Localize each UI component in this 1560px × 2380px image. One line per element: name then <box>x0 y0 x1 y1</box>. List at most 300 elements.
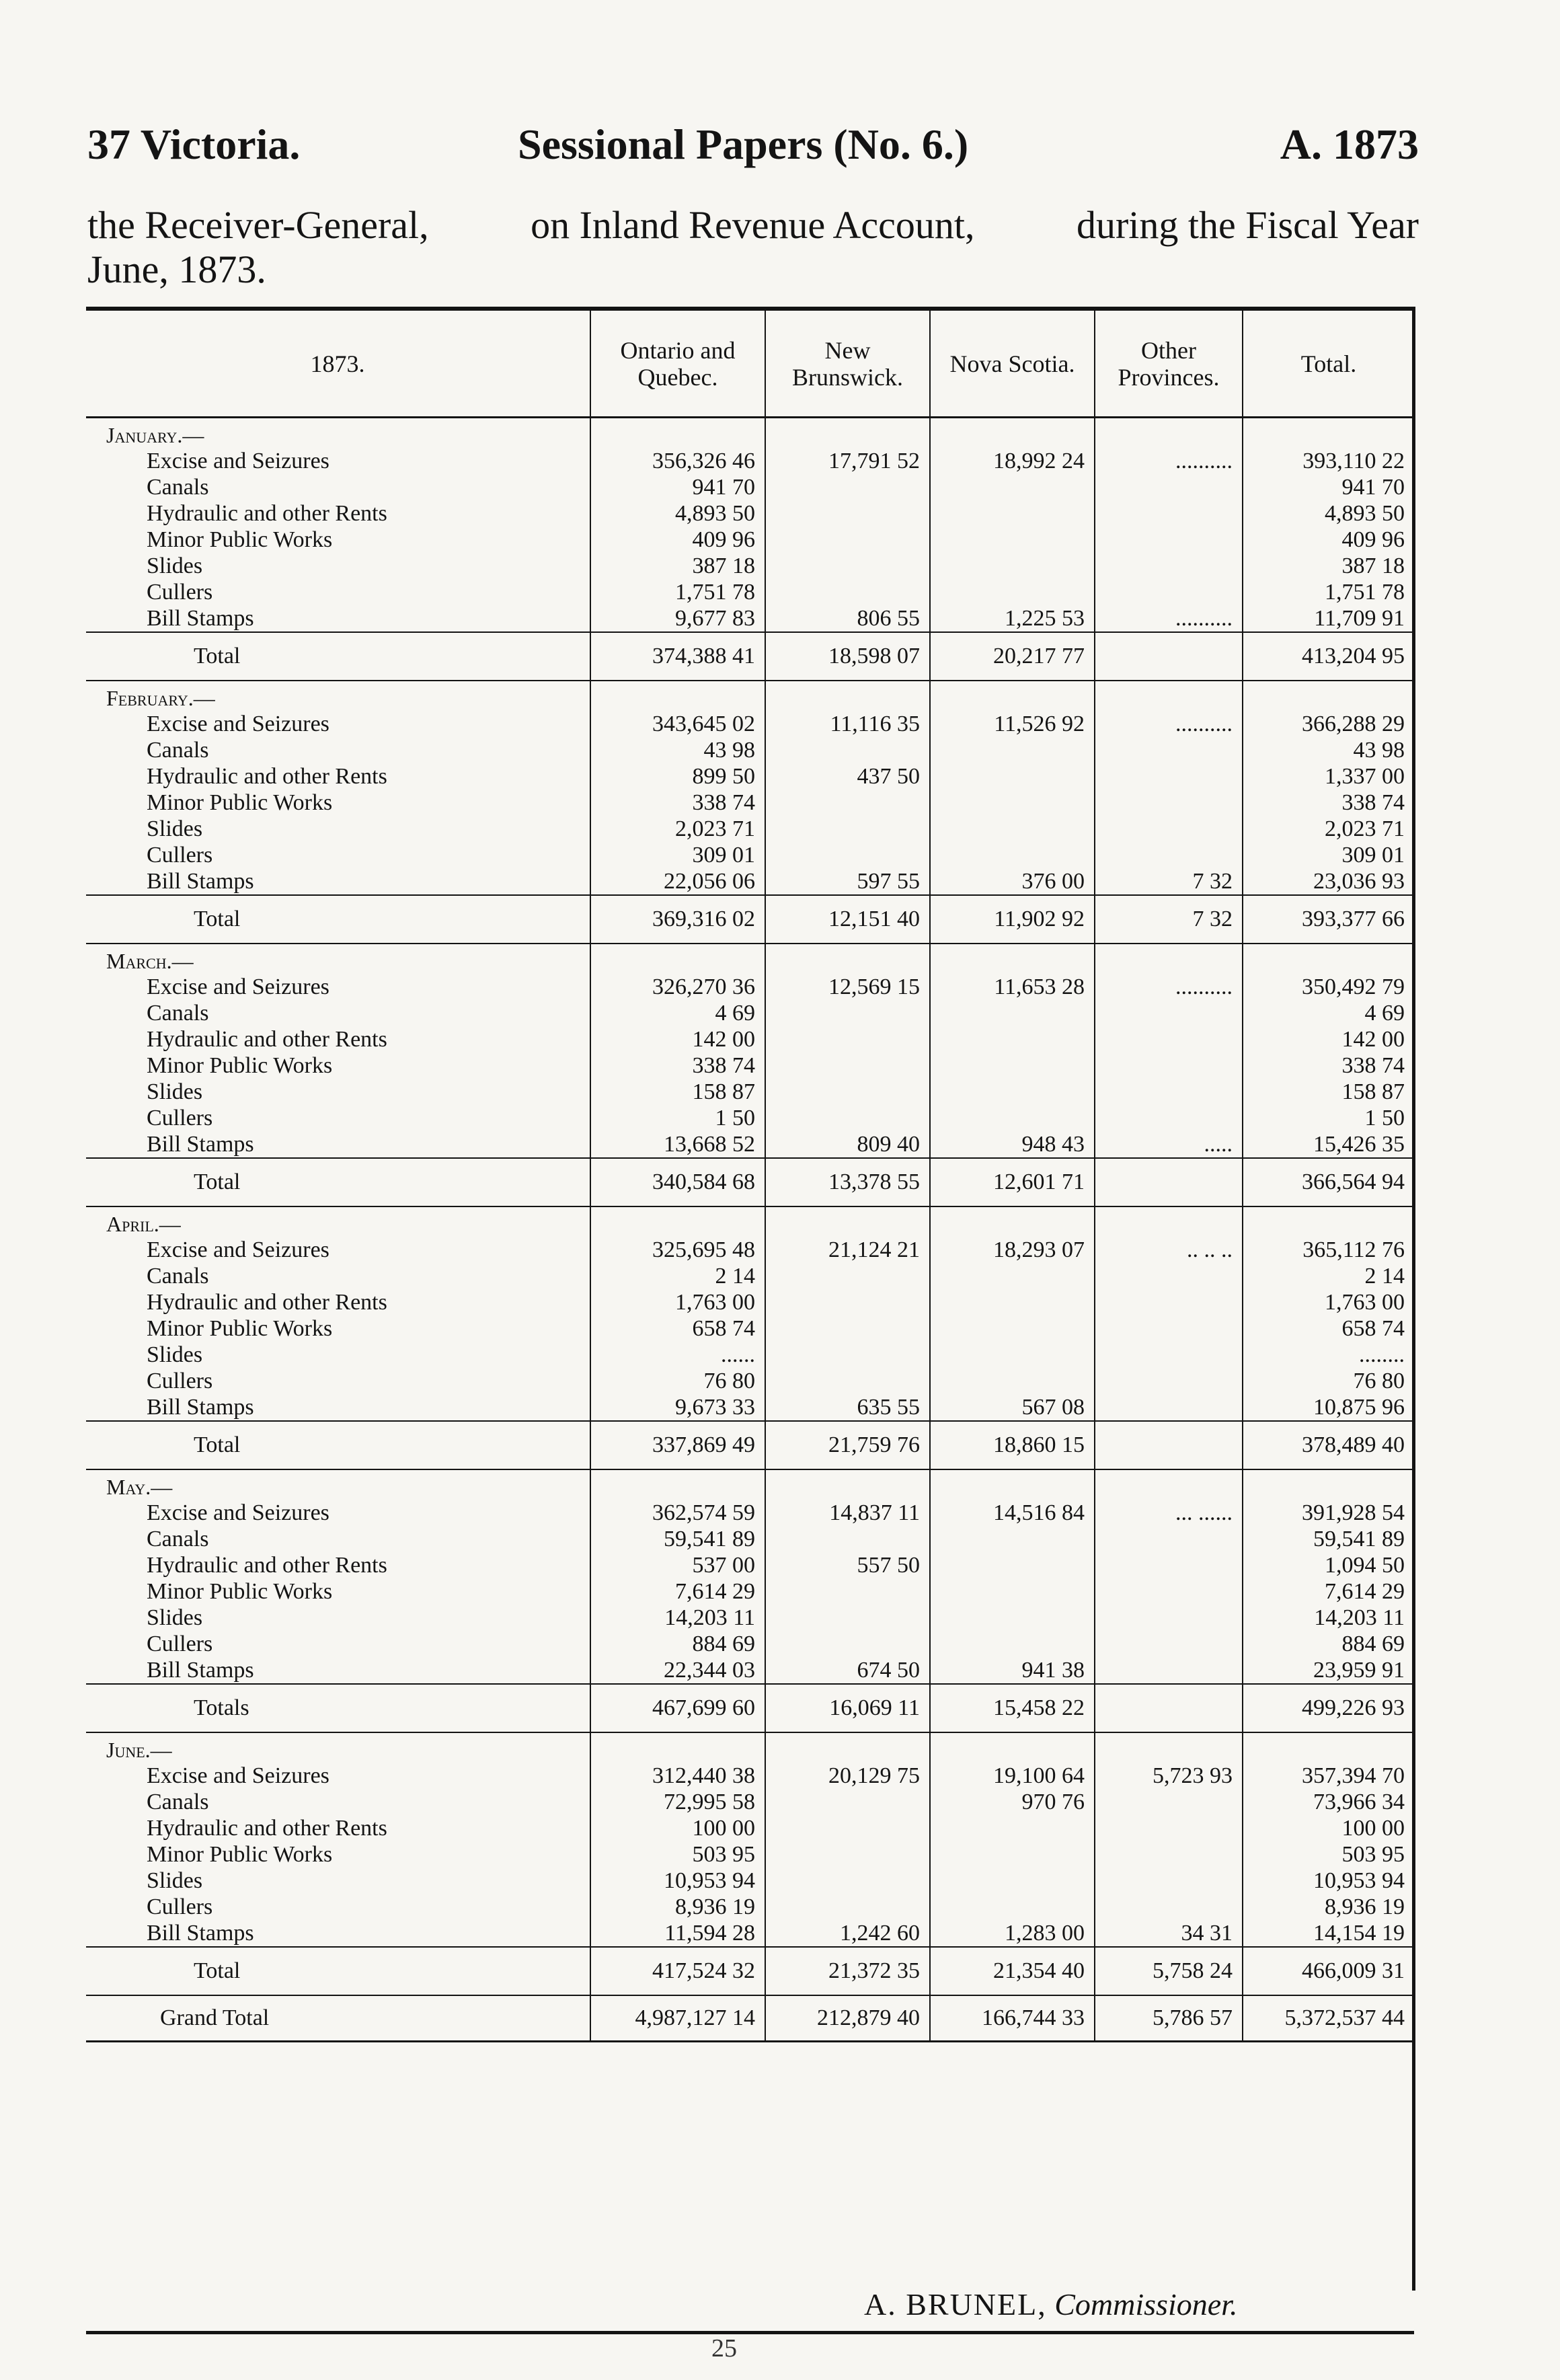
new-brunswick-value: 674 50 <box>765 1657 930 1684</box>
table-row <box>86 737 1414 763</box>
other-provinces-value <box>1095 1052 1243 1079</box>
other-provinces-value <box>1095 1158 1243 1206</box>
nova-scotia-value: 970 76 <box>930 1789 1095 1815</box>
table-row <box>86 500 1414 527</box>
ontario-quebec-value: 338 74 <box>590 1052 765 1079</box>
nova-scotia-value: 567 08 <box>930 1394 1095 1421</box>
total-value: 100 00 <box>1243 1815 1414 1841</box>
total-value: 503 95 <box>1243 1841 1414 1868</box>
new-brunswick-value: 212,879 40 <box>765 1995 930 2042</box>
total-value: 658 74 <box>1243 1315 1414 1342</box>
new-brunswick-value <box>765 474 930 500</box>
new-brunswick-value: 11,116 35 <box>765 711 930 737</box>
month-total-row <box>86 1421 1414 1469</box>
total-value: 73,966 34 <box>1243 1789 1414 1815</box>
other-provinces-value <box>1095 1657 1243 1684</box>
table-row <box>86 1500 1414 1526</box>
total-value: 43 98 <box>1243 737 1414 763</box>
row-label: Cullers <box>147 1894 213 1919</box>
nova-scotia-value: 376 00 <box>930 868 1095 895</box>
ontario-quebec-value: 2 14 <box>590 1263 765 1289</box>
table-row <box>86 1131 1414 1158</box>
empty-cell <box>765 1732 930 1763</box>
nova-scotia-value <box>930 500 1095 527</box>
other-provinces-value <box>1095 1263 1243 1289</box>
table-row <box>86 1526 1414 1552</box>
other-provinces-value <box>1095 632 1243 681</box>
empty-cell <box>1095 1469 1243 1500</box>
new-brunswick-value <box>765 1841 930 1868</box>
other-provinces-value: 7 32 <box>1095 895 1243 944</box>
table-row <box>86 1079 1414 1105</box>
nova-scotia-value <box>930 1815 1095 1841</box>
total-value: 2,023 71 <box>1243 816 1414 842</box>
ontario-quebec-value: 467,699 60 <box>590 1684 765 1732</box>
ontario-quebec-value: 9,677 83 <box>590 605 765 632</box>
empty-cell <box>1243 1732 1414 1763</box>
table-row <box>86 1841 1414 1868</box>
ontario-quebec-value: 9,673 33 <box>590 1394 765 1421</box>
other-provinces-value <box>1095 1394 1243 1421</box>
total-value: 76 80 <box>1243 1368 1414 1394</box>
month-total-row <box>86 895 1414 944</box>
total-value: 357,394 70 <box>1243 1763 1414 1789</box>
header-volume: 37 Victoria. <box>87 120 301 168</box>
caption-line-2: June, 1873. <box>87 247 266 291</box>
row-label: Totals <box>86 1684 590 1732</box>
other-provinces-value <box>1095 842 1243 868</box>
total-value: 941 70 <box>1243 474 1414 500</box>
other-provinces-value: .......... <box>1095 448 1243 474</box>
row-label: Minor Public Works <box>147 1578 333 1604</box>
ontario-quebec-value: 72,995 58 <box>590 1789 765 1815</box>
nova-scotia-value <box>930 1315 1095 1342</box>
table-row <box>86 553 1414 579</box>
row-label: Total <box>86 632 590 681</box>
signature-role: Commissioner. <box>1054 2287 1238 2321</box>
total-value: 338 74 <box>1243 790 1414 816</box>
table-row <box>86 1394 1414 1421</box>
nova-scotia-value: 21,354 40 <box>930 1947 1095 1995</box>
new-brunswick-value <box>765 579 930 605</box>
nova-scotia-value: 18,293 07 <box>930 1237 1095 1263</box>
ontario-quebec-value: 899 50 <box>590 763 765 790</box>
other-provinces-value: .......... <box>1095 711 1243 737</box>
nova-scotia-value <box>930 816 1095 842</box>
ontario-quebec-value: 76 80 <box>590 1368 765 1394</box>
month-name: May.— <box>106 1475 173 1499</box>
total-value: 1 50 <box>1243 1105 1414 1131</box>
month-total-row <box>86 1684 1414 1732</box>
ontario-quebec-value: 4 69 <box>590 1000 765 1026</box>
month-name: March.— <box>106 949 194 973</box>
table-row <box>86 1578 1414 1605</box>
table-row <box>86 1631 1414 1657</box>
other-provinces-value <box>1095 1605 1243 1631</box>
header-sessional-papers: Sessional Papers (No. 6.) <box>518 120 969 168</box>
row-label: Excise and Seizures <box>147 1500 329 1525</box>
other-provinces-value: 5,723 93 <box>1095 1763 1243 1789</box>
row-label: Hydraulic and other Rents <box>147 1552 387 1578</box>
nova-scotia-value: 12,601 71 <box>930 1158 1095 1206</box>
new-brunswick-value <box>765 1342 930 1368</box>
nova-scotia-value <box>930 1552 1095 1578</box>
total-value: 59,541 89 <box>1243 1526 1414 1552</box>
ontario-quebec-value: 309 01 <box>590 842 765 868</box>
row-label: Canals <box>147 1263 209 1289</box>
total-value: 11,709 91 <box>1243 605 1414 632</box>
nova-scotia-value: 1,283 00 <box>930 1920 1095 1947</box>
table-row <box>86 1237 1414 1263</box>
nova-scotia-value <box>930 1342 1095 1368</box>
new-brunswick-value: 1,242 60 <box>765 1920 930 1947</box>
col-header-other-provinces: Other Provinces. <box>1095 311 1243 418</box>
row-label: Bill Stamps <box>147 1394 254 1420</box>
new-brunswick-value <box>765 1631 930 1657</box>
nova-scotia-value <box>930 1368 1095 1394</box>
row-label: Excise and Seizures <box>147 711 329 736</box>
nova-scotia-value <box>930 474 1095 500</box>
table-row <box>86 1815 1414 1841</box>
ontario-quebec-value: 4,987,127 14 <box>590 1995 765 2042</box>
new-brunswick-value: 806 55 <box>765 605 930 632</box>
ontario-quebec-value: 142 00 <box>590 1026 765 1052</box>
new-brunswick-value <box>765 500 930 527</box>
row-label: Canals <box>147 1000 209 1026</box>
row-label: Cullers <box>147 1368 213 1393</box>
table-row <box>86 816 1414 842</box>
other-provinces-value <box>1095 763 1243 790</box>
total-value: 884 69 <box>1243 1631 1414 1657</box>
empty-cell <box>765 1206 930 1237</box>
new-brunswick-value: 21,759 76 <box>765 1421 930 1469</box>
empty-cell <box>1095 944 1243 974</box>
empty-cell <box>765 944 930 974</box>
total-value: 8,936 19 <box>1243 1894 1414 1920</box>
table-row <box>86 527 1414 553</box>
nova-scotia-value <box>930 842 1095 868</box>
month-heading-row <box>86 1732 1414 1763</box>
ontario-quebec-value: 1 50 <box>590 1105 765 1131</box>
nova-scotia-value <box>930 1052 1095 1079</box>
ontario-quebec-value: 158 87 <box>590 1079 765 1105</box>
nova-scotia-value <box>930 1868 1095 1894</box>
row-label: Total <box>86 1158 590 1206</box>
total-value: 393,110 22 <box>1243 448 1414 474</box>
nova-scotia-value <box>930 1289 1095 1315</box>
nova-scotia-value: 1,225 53 <box>930 605 1095 632</box>
ontario-quebec-value: 7,614 29 <box>590 1578 765 1605</box>
nova-scotia-value <box>930 1578 1095 1605</box>
grand-total-row <box>86 1995 1414 2042</box>
ontario-quebec-value: 503 95 <box>590 1841 765 1868</box>
empty-cell <box>590 681 765 711</box>
table-row <box>86 448 1414 474</box>
table-row <box>86 763 1414 790</box>
month-name: January.— <box>106 423 204 447</box>
table-row <box>86 1105 1414 1131</box>
other-provinces-value <box>1095 1789 1243 1815</box>
col-header-year: 1873. <box>86 311 590 418</box>
header-year: A. 1873 <box>1280 120 1419 168</box>
caption-part-2: on Inland Revenue Account, <box>531 203 975 247</box>
new-brunswick-value <box>765 1368 930 1394</box>
table-row <box>86 711 1414 737</box>
other-provinces-value <box>1095 553 1243 579</box>
total-value: ........ <box>1243 1342 1414 1368</box>
row-label: Slides <box>147 1342 203 1367</box>
table-row <box>86 1289 1414 1315</box>
nova-scotia-value <box>930 553 1095 579</box>
nova-scotia-value: 18,860 15 <box>930 1421 1095 1469</box>
other-provinces-value <box>1095 1368 1243 1394</box>
nova-scotia-value: 11,653 28 <box>930 974 1095 1000</box>
month-heading-row <box>86 1206 1414 1237</box>
empty-cell <box>1095 1732 1243 1763</box>
table-row <box>86 1894 1414 1920</box>
nova-scotia-value: 18,992 24 <box>930 448 1095 474</box>
row-label: Minor Public Works <box>147 1315 333 1341</box>
nova-scotia-value: 11,526 92 <box>930 711 1095 737</box>
table-row <box>86 790 1414 816</box>
ontario-quebec-value: 13,668 52 <box>590 1131 765 1158</box>
new-brunswick-value <box>765 1289 930 1315</box>
ontario-quebec-value: 356,326 46 <box>590 448 765 474</box>
total-value: 366,288 29 <box>1243 711 1414 737</box>
row-label: Slides <box>147 553 203 578</box>
total-value: 309 01 <box>1243 842 1414 868</box>
row-label: Total <box>86 1947 590 1995</box>
total-value: 1,763 00 <box>1243 1289 1414 1315</box>
nova-scotia-value <box>930 1263 1095 1289</box>
empty-cell <box>590 1206 765 1237</box>
row-label: Canals <box>147 474 209 500</box>
empty-cell <box>1095 418 1243 449</box>
total-value: 5,372,537 44 <box>1243 1995 1414 2042</box>
row-label: Canals <box>147 1526 209 1551</box>
col-header-new-brunswick: New Brunswick. <box>765 311 930 418</box>
empty-cell <box>1243 681 1414 711</box>
table-header-row <box>86 311 1414 418</box>
total-value: 23,959 91 <box>1243 1657 1414 1684</box>
table-row <box>86 1868 1414 1894</box>
new-brunswick-value <box>765 737 930 763</box>
other-provinces-value: .......... <box>1095 605 1243 632</box>
nova-scotia-value <box>930 1079 1095 1105</box>
row-label: Canals <box>147 737 209 763</box>
new-brunswick-value: 12,151 40 <box>765 895 930 944</box>
total-value: 378,489 40 <box>1243 1421 1414 1469</box>
total-value: 10,875 96 <box>1243 1394 1414 1421</box>
ontario-quebec-value: 326,270 36 <box>590 974 765 1000</box>
other-provinces-value <box>1095 500 1243 527</box>
total-value: 393,377 66 <box>1243 895 1414 944</box>
ontario-quebec-value: 43 98 <box>590 737 765 763</box>
table-row <box>86 1315 1414 1342</box>
row-label: Hydraulic and other Rents <box>147 763 387 789</box>
ontario-quebec-value: 59,541 89 <box>590 1526 765 1552</box>
total-value: 338 74 <box>1243 1052 1414 1079</box>
nova-scotia-value: 19,100 64 <box>930 1763 1095 1789</box>
new-brunswick-value <box>765 1868 930 1894</box>
row-label: Excise and Seizures <box>147 974 329 999</box>
row-label: Slides <box>147 816 203 841</box>
col-header-ontario-quebec: Ontario and Quebec. <box>590 311 765 418</box>
empty-cell <box>1243 1206 1414 1237</box>
ontario-quebec-value: 409 96 <box>590 527 765 553</box>
new-brunswick-value <box>765 1789 930 1815</box>
new-brunswick-value <box>765 527 930 553</box>
revenue-table <box>86 311 1414 2042</box>
table-row <box>86 868 1414 895</box>
total-value: 387 18 <box>1243 553 1414 579</box>
month-heading-row <box>86 944 1414 974</box>
total-value: 1,094 50 <box>1243 1552 1414 1578</box>
ontario-quebec-value: 10,953 94 <box>590 1868 765 1894</box>
ontario-quebec-value: 1,751 78 <box>590 579 765 605</box>
empty-cell <box>590 418 765 449</box>
empty-cell <box>590 944 765 974</box>
other-provinces-value <box>1095 1894 1243 1920</box>
month-name: April.— <box>106 1212 181 1236</box>
row-label: Minor Public Works <box>147 1841 333 1867</box>
new-brunswick-value: 557 50 <box>765 1552 930 1578</box>
month-total-row <box>86 1947 1414 1995</box>
table-row <box>86 842 1414 868</box>
total-value: 1,337 00 <box>1243 763 1414 790</box>
new-brunswick-value <box>765 1894 930 1920</box>
month-total-row <box>86 632 1414 681</box>
empty-cell <box>930 1732 1095 1763</box>
new-brunswick-value <box>765 790 930 816</box>
new-brunswick-value <box>765 1026 930 1052</box>
other-provinces-value <box>1095 737 1243 763</box>
ontario-quebec-value: 941 70 <box>590 474 765 500</box>
table-row <box>86 1763 1414 1789</box>
new-brunswick-value: 17,791 52 <box>765 448 930 474</box>
total-value: 2 14 <box>1243 1263 1414 1289</box>
bottom-rule <box>86 2331 1414 2334</box>
other-provinces-value: ..... <box>1095 1131 1243 1158</box>
table-row <box>86 1263 1414 1289</box>
empty-cell <box>1095 1206 1243 1237</box>
total-value: 14,154 19 <box>1243 1920 1414 1947</box>
signature-block <box>864 2287 1237 2322</box>
other-provinces-value <box>1095 579 1243 605</box>
table-caption <box>87 203 1419 292</box>
total-value: 350,492 79 <box>1243 974 1414 1000</box>
row-label: Minor Public Works <box>147 790 333 815</box>
row-label: Bill Stamps <box>147 1657 254 1683</box>
total-value: 1,751 78 <box>1243 579 1414 605</box>
month-heading-row <box>86 1469 1414 1500</box>
new-brunswick-value: 437 50 <box>765 763 930 790</box>
empty-cell <box>1243 418 1414 449</box>
row-label: Total <box>86 895 590 944</box>
ontario-quebec-value: 337,869 49 <box>590 1421 765 1469</box>
row-label: Excise and Seizures <box>147 448 329 473</box>
month-name: February.— <box>106 686 215 710</box>
col-header-total: Total. <box>1243 311 1414 418</box>
row-label: Hydraulic and other Rents <box>147 1815 387 1841</box>
ontario-quebec-value: 22,056 06 <box>590 868 765 895</box>
other-provinces-value <box>1095 1815 1243 1841</box>
ontario-quebec-value: 312,440 38 <box>590 1763 765 1789</box>
nova-scotia-value <box>930 737 1095 763</box>
nova-scotia-value <box>930 1841 1095 1868</box>
ontario-quebec-value: 884 69 <box>590 1631 765 1657</box>
new-brunswick-value: 13,378 55 <box>765 1158 930 1206</box>
table-row <box>86 1920 1414 1947</box>
row-label: Slides <box>147 1868 203 1893</box>
nova-scotia-value <box>930 1605 1095 1631</box>
table-row <box>86 1657 1414 1684</box>
empty-cell <box>765 681 930 711</box>
nova-scotia-value <box>930 1894 1095 1920</box>
table-row <box>86 1368 1414 1394</box>
total-value: 4,893 50 <box>1243 500 1414 527</box>
total-value: 409 96 <box>1243 527 1414 553</box>
other-provinces-value <box>1095 1289 1243 1315</box>
other-provinces-value <box>1095 1526 1243 1552</box>
new-brunswick-value: 20,129 75 <box>765 1763 930 1789</box>
new-brunswick-value <box>765 1079 930 1105</box>
row-label: Bill Stamps <box>147 1131 254 1157</box>
row-label: Total <box>86 1421 590 1469</box>
row-label: Cullers <box>147 842 213 868</box>
ontario-quebec-value: 340,584 68 <box>590 1158 765 1206</box>
revenue-table-container <box>86 311 1414 2042</box>
total-value: 158 87 <box>1243 1079 1414 1105</box>
ontario-quebec-value: 343,645 02 <box>590 711 765 737</box>
new-brunswick-value <box>765 553 930 579</box>
other-provinces-value: ... ...... <box>1095 1500 1243 1526</box>
ontario-quebec-value: 658 74 <box>590 1315 765 1342</box>
page-number: 25 <box>711 2334 737 2363</box>
new-brunswick-value: 635 55 <box>765 1394 930 1421</box>
empty-cell <box>930 1469 1095 1500</box>
total-value: 466,009 31 <box>1243 1947 1414 1995</box>
table-row <box>86 1000 1414 1026</box>
new-brunswick-value: 12,569 15 <box>765 974 930 1000</box>
ontario-quebec-value: 11,594 28 <box>590 1920 765 1947</box>
running-header <box>87 120 1419 180</box>
ontario-quebec-value: 2,023 71 <box>590 816 765 842</box>
row-label: Cullers <box>147 1105 213 1130</box>
row-label: Canals <box>147 1789 209 1814</box>
other-provinces-value <box>1095 816 1243 842</box>
new-brunswick-value <box>765 1000 930 1026</box>
total-value: 499,226 93 <box>1243 1684 1414 1732</box>
other-provinces-value <box>1095 1868 1243 1894</box>
other-provinces-value: 5,758 24 <box>1095 1947 1243 1995</box>
new-brunswick-value: 809 40 <box>765 1131 930 1158</box>
total-value: 142 00 <box>1243 1026 1414 1052</box>
new-brunswick-value: 597 55 <box>765 868 930 895</box>
table-row <box>86 974 1414 1000</box>
new-brunswick-value: 21,372 35 <box>765 1947 930 1995</box>
empty-cell <box>590 1469 765 1500</box>
new-brunswick-value: 21,124 21 <box>765 1237 930 1263</box>
other-provinces-value: .......... <box>1095 974 1243 1000</box>
row-label: Hydraulic and other Rents <box>147 500 387 526</box>
new-brunswick-value: 18,598 07 <box>765 632 930 681</box>
nova-scotia-value: 11,902 92 <box>930 895 1095 944</box>
row-label: Slides <box>147 1079 203 1104</box>
row-label: Hydraulic and other Rents <box>147 1289 387 1315</box>
row-label: Minor Public Works <box>147 1052 333 1078</box>
total-value: 14,203 11 <box>1243 1605 1414 1631</box>
